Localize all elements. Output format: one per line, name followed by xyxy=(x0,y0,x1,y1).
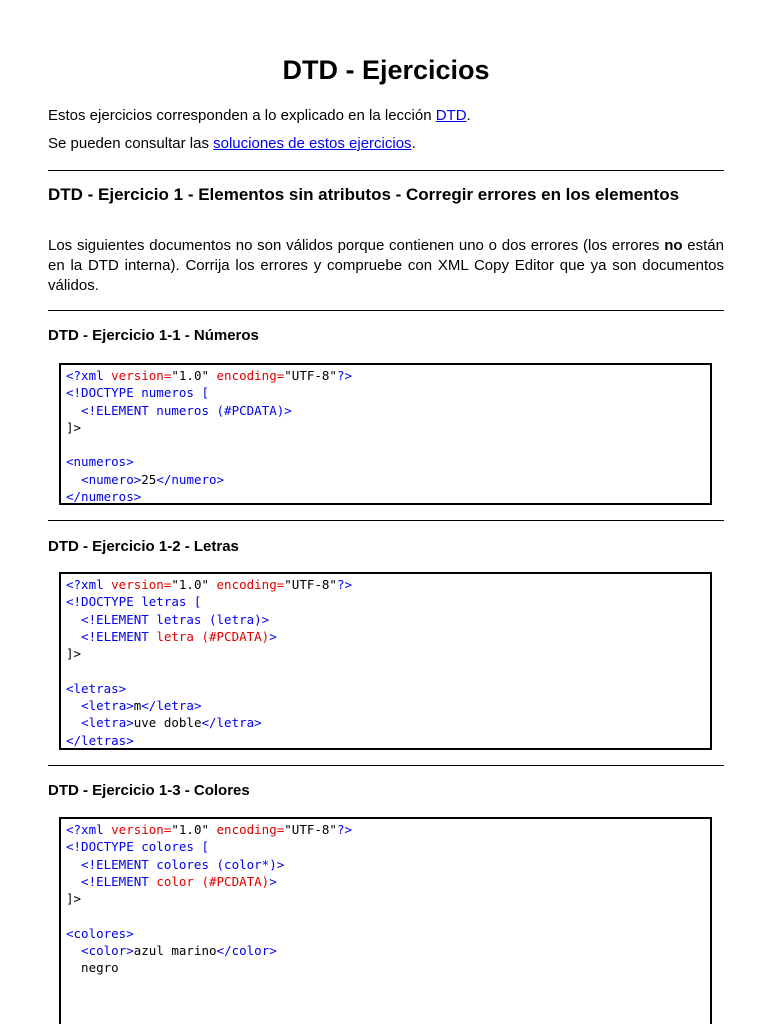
code-token: color (#PCDATA) xyxy=(156,873,270,889)
code-token: </letra> xyxy=(141,698,202,714)
code-token: azul marino xyxy=(133,943,217,959)
code-token: ]> xyxy=(66,419,82,435)
code-token: "1.0" xyxy=(171,577,217,592)
code-line xyxy=(66,576,705,593)
code-token: ?> xyxy=(336,577,353,592)
code-token: <!ELEMENT xyxy=(66,873,157,889)
solutions-paragraph xyxy=(48,134,724,154)
code-token: ]> xyxy=(66,891,82,907)
code-line xyxy=(66,611,705,628)
code-token: <letras> xyxy=(66,680,127,696)
code-line xyxy=(66,925,705,942)
code-token: encoding= xyxy=(216,368,285,383)
code-token: version= xyxy=(111,577,172,592)
code-token: </numero> xyxy=(156,471,225,487)
code-token: <?xml xyxy=(66,822,112,837)
code-token: <numeros> xyxy=(66,454,134,470)
code-token: <!ELEMENT letras (letra)> xyxy=(66,611,270,627)
code-token: ?> xyxy=(336,822,353,837)
code-token: > xyxy=(269,873,277,889)
code-token: <!ELEMENT colores (color*)> xyxy=(66,856,285,872)
code-line xyxy=(66,593,705,610)
code-token: encoding= xyxy=(216,577,285,592)
code-token xyxy=(66,698,81,713)
code-token: </color> xyxy=(216,943,277,959)
code-token: m xyxy=(133,698,142,714)
code-token: <!DOCTYPE numeros [ xyxy=(66,385,209,401)
code-token: 25 xyxy=(141,471,157,487)
code-block xyxy=(59,572,712,750)
solutions-link[interactable]: soluciones de estos ejercicios xyxy=(213,135,412,152)
code-line xyxy=(66,856,705,873)
code-token: <!DOCTYPE colores [ xyxy=(66,839,209,855)
code-token: "1.0" xyxy=(171,368,217,383)
code-line xyxy=(66,628,705,645)
divider xyxy=(48,520,724,521)
code-token: </letra> xyxy=(201,715,262,731)
code-line xyxy=(66,645,705,662)
code-line xyxy=(66,402,705,419)
code-token: "1.0" xyxy=(171,822,217,837)
code-token: uve doble xyxy=(133,715,202,731)
code-token: <letra> xyxy=(81,715,134,731)
code-token: <letra> xyxy=(81,698,134,714)
dtd-lesson-link[interactable]: DTD xyxy=(435,107,467,124)
code-line xyxy=(66,367,705,384)
code-token: </numeros> xyxy=(66,489,142,505)
code-token: <!ELEMENT numeros (#PCDATA)> xyxy=(66,402,292,418)
code-line xyxy=(66,873,705,890)
code-token: <!ELEMENT xyxy=(66,628,157,644)
code-token: "UTF-8" xyxy=(284,577,337,592)
code-line xyxy=(66,419,705,436)
solutions-text-end: . xyxy=(411,135,416,152)
code-token: <?xml xyxy=(66,577,112,592)
exercise-heading: DTD - Ejercicio 1-2 - Letras xyxy=(48,538,239,555)
section-description xyxy=(48,236,724,296)
code-line xyxy=(66,471,705,488)
code-token xyxy=(66,943,81,958)
intro-text: Estos ejercicios corresponden a lo explicado en la lección xyxy=(48,107,436,124)
code-line xyxy=(66,384,705,401)
code-token xyxy=(66,715,81,730)
exercise-heading: DTD - Ejercicio 1-1 - Números xyxy=(48,327,259,344)
code-token: <?xml xyxy=(66,368,112,383)
code-line xyxy=(66,959,705,976)
code-token: "UTF-8" xyxy=(284,822,337,837)
code-line xyxy=(66,942,705,959)
divider xyxy=(48,310,724,311)
code-line xyxy=(66,488,705,505)
exercise-heading: DTD - Ejercicio 1-3 - Colores xyxy=(48,782,250,799)
description-text-end: están en la DTD interna). Corrija los errores y compruebe con XML Copy Editor que ya son documentos válidos. xyxy=(48,237,724,294)
code-line xyxy=(66,821,705,838)
code-token: <colores> xyxy=(66,925,134,941)
code-token: <numero> xyxy=(81,471,142,487)
intro-text-end: . xyxy=(466,107,471,124)
code-line xyxy=(66,453,705,470)
code-line xyxy=(66,907,705,924)
code-block xyxy=(59,817,712,1024)
code-line xyxy=(66,714,705,731)
solutions-text: Se pueden consultar las xyxy=(48,135,214,152)
page-title: DTD - Ejercicios xyxy=(282,55,490,85)
code-line xyxy=(66,680,705,697)
code-line xyxy=(66,838,705,855)
code-token: ]> xyxy=(66,646,82,662)
intro-paragraph xyxy=(48,106,724,126)
code-token: version= xyxy=(111,822,172,837)
code-token: letra (#PCDATA) xyxy=(156,628,270,644)
code-token xyxy=(66,472,81,487)
code-token: "UTF-8" xyxy=(284,368,337,383)
code-line xyxy=(66,890,705,907)
description-bold-text: no xyxy=(664,237,683,254)
divider xyxy=(48,765,724,766)
description-text: Los siguientes documentos no son válidos porque contienen uno o dos errores (los errores xyxy=(48,237,665,254)
code-line xyxy=(66,732,705,749)
section-heading: DTD - Ejercicio 1 - Elementos sin atributos - Corregir errores en los elementos xyxy=(48,185,680,204)
code-token: > xyxy=(269,628,277,644)
code-token: </letras> xyxy=(66,732,134,748)
code-token: version= xyxy=(111,368,172,383)
code-block xyxy=(59,363,712,505)
code-token: ?> xyxy=(336,368,353,383)
code-line xyxy=(66,662,705,679)
divider xyxy=(48,170,724,171)
code-token: <color> xyxy=(81,943,134,959)
code-token: negro xyxy=(66,960,119,976)
code-line xyxy=(66,436,705,453)
code-token: <!DOCTYPE letras [ xyxy=(66,594,202,610)
code-line xyxy=(66,697,705,714)
code-token: encoding= xyxy=(216,822,285,837)
